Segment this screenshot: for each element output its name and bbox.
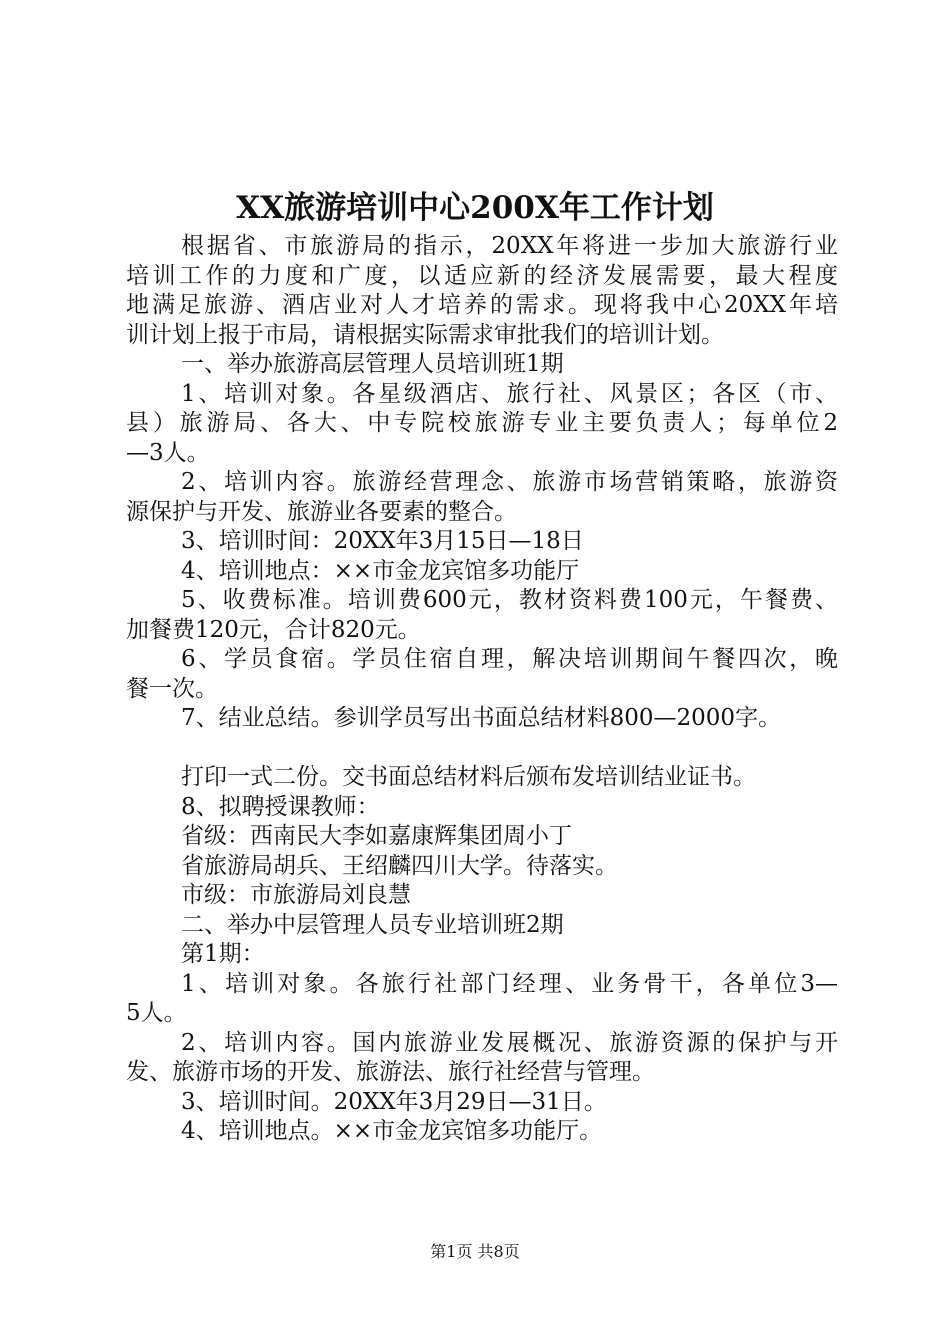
body-text-line: 打印一式二份。交书面总结材料后颁布发培训结业证书。 — [181, 764, 756, 790]
page-number-footer: 第1页 共8页 — [430, 1242, 520, 1261]
body-text-line: 5人。 — [126, 1000, 187, 1026]
body-text-line: 8、拟聘授课教师： — [181, 793, 380, 820]
body-text-line: 餐一次。 — [126, 675, 218, 702]
body-text-line: 第1期： — [181, 941, 265, 967]
body-text-line: 二、举办中层管理人员专业培训班2期 — [181, 911, 564, 938]
body-text-line: 根据省、市旅游局的指示，20XX年将进一步加大旅游行业 — [181, 233, 838, 259]
body-text-line: 省旅游局胡兵、王绍麟四川大学。待落实。 — [181, 852, 618, 879]
body-text-line: 1、培训对象。各星级酒店、旅行社、风景区；各区（市、 — [181, 380, 838, 407]
body-text-line: 5、收费标准。培训费600元，教材资料费100元，午餐费、 — [181, 587, 838, 613]
body-text-line: 培训工作的力度和广度，以适应新的经济发展需要，最大程度 — [126, 262, 838, 289]
body-text-line: 训计划上报于市局，请根据实际需求审批我们的培训计划。 — [126, 321, 724, 348]
body-text-line: 2、培训内容。旅游经营理念、旅游市场营销策略，旅游资 — [181, 469, 838, 495]
body-text-line: 省级：西南民大李如嘉康辉集团周小丁 — [181, 823, 572, 849]
body-text-line: 2、培训内容。国内旅游业发展概况、旅游资源的保护与开 — [181, 1029, 838, 1056]
body-text-line: —3人。 — [126, 439, 210, 466]
body-text-line: 地满足旅游、酒店业对人才培养的需求。现将我中心20XX年培 — [126, 292, 838, 318]
body-text-line — [126, 734, 838, 764]
body-text-line: 7、结业总结。参训学员写出书面总结材料800—2000字。 — [181, 705, 782, 731]
document-body — [126, 232, 838, 1147]
body-text-line: 4、培训地点：××市金龙宾馆多功能厅 — [181, 557, 580, 584]
body-text-line: 市级：市旅游局刘良慧 — [181, 882, 411, 908]
body-text-line: 县）旅游局、各大、中专院校旅游专业主要负责人；每单位2 — [126, 410, 838, 436]
body-text-line: 3、培训时间。20XX年3月29日—31日。 — [181, 1088, 607, 1115]
body-text-line: 加餐费120元，合计820元。 — [126, 616, 421, 643]
body-text-line: 源保护与开发、旅游业各要素的整合。 — [126, 498, 517, 525]
body-text-line: 1、培训对象。各旅行社部门经理、业务骨干，各单位3— — [181, 970, 838, 997]
body-text-line: 一、举办旅游高层管理人员培训班1期 — [181, 351, 564, 377]
body-text-line: 发、旅游市场的开发、旅游法、旅行社经营与管理。 — [126, 1059, 655, 1085]
body-text-line: 6、学员食宿。学员住宿自理，解决培训期间午餐四次，晚 — [181, 646, 838, 672]
body-text-line: 4、培训地点。××市金龙宾馆多功能厅。 — [181, 1118, 603, 1144]
body-text-line: 3、培训时间：20XX年3月15日—18日 — [181, 528, 584, 554]
document-title: XX旅游培训中心200X年工作计划 — [236, 190, 714, 226]
